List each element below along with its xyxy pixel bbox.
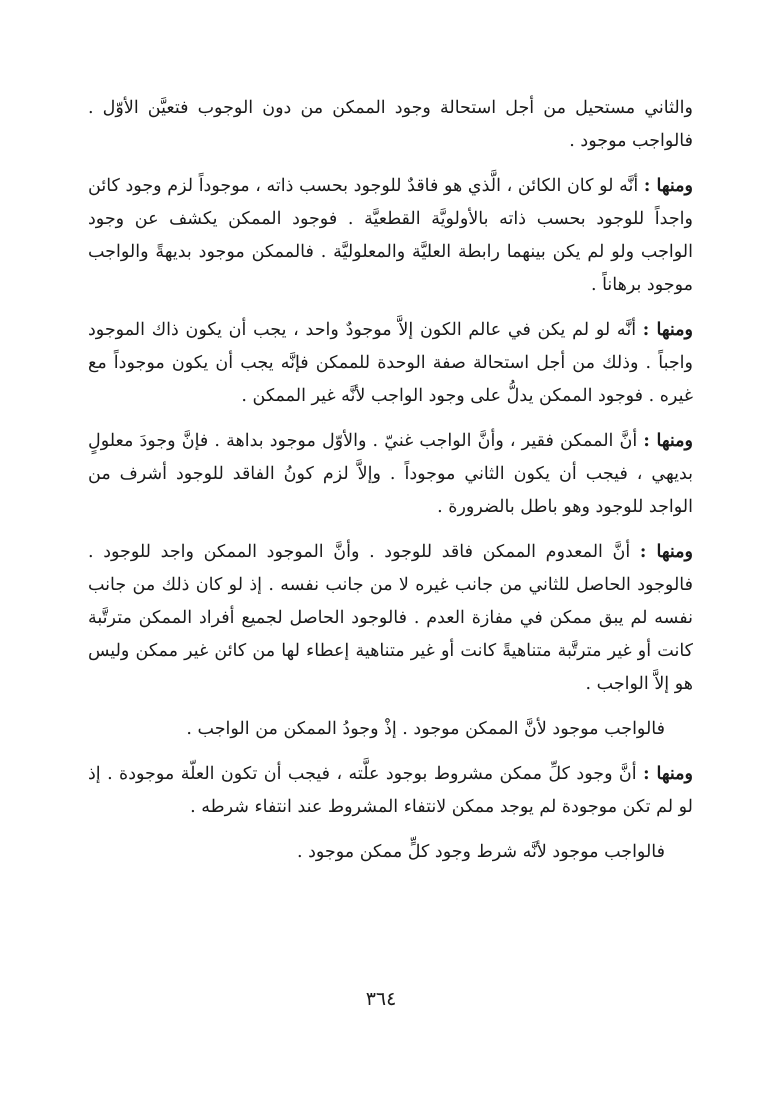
paragraph-7 xyxy=(88,758,693,824)
paragraph-text: أنَّ المعدوم الممكن فاقد للوجود . وأنَّ الموجود الممكن واجد للوجود . فالوجود الحاصل للثاني من جانب غيره لا من جانب نفسه . إذ لو كان ذلك من جانب نفسه لم يبق ممكن في مفازة العدم . فالوجود الحاصل لجميع أفراد الممكن مترتَّبة كانت أو غير مترتَّبة متناهيةً كانت أو غير متناهية إعطاء لها من كائن غير ممكن وليس هو إلاَّ الواجب . xyxy=(88,542,693,694)
paragraph-text: والثاني مستحيل من أجل استحالة وجود الممكن من دون الوجوب فتعيَّن الأوّل . فالواجب موجود . xyxy=(88,98,693,151)
paragraph-text: أنَّ الممكن فقير ، وأنَّ الواجب غنيّ . والأوّل موجود بداهة . فإنَّ وجودَ معلولٍ بديهي ، فيجب أن يكون الثاني موجوداً . وإلاَّ لزم كونُ الفاقد للوجود أشرف من الواجد للوجود وهو باطل بالضرورة . xyxy=(88,431,693,517)
page-number: ٣٦٤ xyxy=(365,988,397,1010)
paragraph-lead: ومنها : xyxy=(643,176,693,196)
paragraph-3 xyxy=(88,314,693,413)
paragraph-text: أنَّ وجود كلِّ ممكن مشروط بوجود علَّته ، فيجب أن تكون العلّة موجودة . إذ لو لم تكن موجودة لم يوجد ممكن لانتفاء المشروط عند انتفاء شرطه . xyxy=(88,764,693,817)
paragraph-lead: ومنها : xyxy=(642,320,693,340)
paragraph-2 xyxy=(88,170,693,302)
paragraph-1 xyxy=(88,92,693,158)
paragraph-lead: ومنها : xyxy=(643,764,693,784)
paragraph-text: فالواجب موجود لأنَّه شرط وجود كلٍّ ممكن موجود . xyxy=(296,842,665,862)
paragraph-text: فالواجب موجود لأنَّ الممكن موجود . إذْ وجودُ الممكن من الواجب . xyxy=(186,719,665,739)
paragraph-6 xyxy=(88,713,693,746)
paragraph-5 xyxy=(88,536,693,701)
paragraph-lead: ومنها : xyxy=(643,431,693,451)
paragraph-4 xyxy=(88,425,693,524)
paragraph-text: أنَّه لو لم يكن في عالم الكون إلاَّ موجودٌ واحد ، يجب أن يكون ذاك الموجود واجباً . وذلك من أجل استحالة صفة الوحدة للممكن فإنَّه يجب أن يكون موجوداً مع غيره . فوجود الممكن يدلُّ على وجود الواجب لأنَّه غير الممكن . xyxy=(88,320,693,406)
paragraph-lead: ومنها : xyxy=(639,542,694,562)
paragraph-8 xyxy=(88,836,693,869)
body-text xyxy=(88,92,693,881)
paragraph-text: أنَّه لو كان الكائن ، الَّذي هو فاقدٌ للوجود بحسب ذاته ، موجوداً لزم وجود كائن واجداً للوجود بحسب ذاته بالأولويَّة القطعيَّة . فوجود الممكن يكشف عن وجود الواجب ولو لم يكن بينهما رابطة العليَّة والمعلوليَّة . فالممكن موجود بديهةً والواجب موجود برهاناً . xyxy=(88,176,693,295)
